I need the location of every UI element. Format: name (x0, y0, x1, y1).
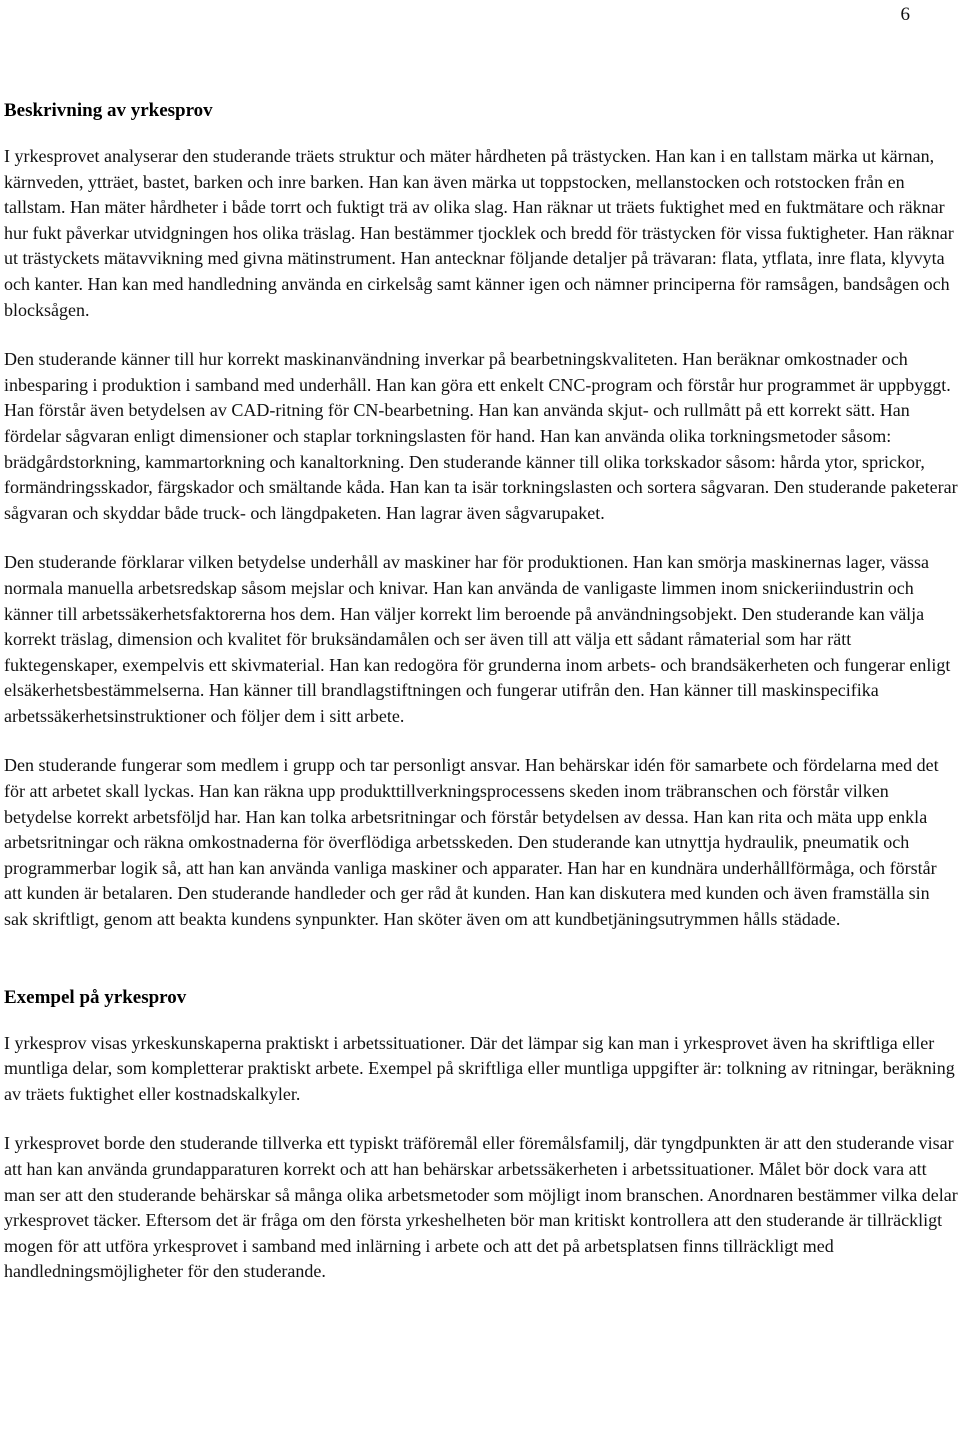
paragraph: Den studerande fungerar som medlem i grupp och tar personligt ansvar. Han behärskar idén för samarbete och fördelarna med det för att arbetet skall lyckas. Han kan räkna upp produkttillverkningsprocessens skeden inom träbranschen och förstår vilken betydelse korrekt arbetsföljd har. Han kan tolka arbetsritningar och förstår betydelsen av dessa. Han kan rita och mäta upp enkla arbetsritningar och räkna omkostnaderna för överflödiga arbetsskeden. Den studerande kan utnyttja hydraulik, pneumatik och programmerbar logik så, att han kan använda vanliga maskiner och apparater. Han har en kundnära underhållförmåga, och förstår att kunden är betalaren. Den studerande handleder och ger råd åt kunden. Han kan diskutera med kunden och även framställa sin sak skriftligt, genom att beakta kundens synpunkter. Han sköter även om att kundbetjäningsutrymmen hålls städade. (4, 755, 939, 930)
page-number: 6 (900, 4, 910, 25)
paragraph: I yrkesprovet borde den studerande tillverka ett typiskt träföremål eller föremålsfamilj, där tyngdpunkten är att den studerande visar att han kan använda grundapparaturen korrekt och att han behärskar arbetssäkerheten i arbetssituationer. Målet bör dock vara att man ser att den studerande behärskar så många olika arbetsmetoder som möjligt inom branschen. Anordnaren bestämmer vilka delar yrkesprovet täcker. Eftersom det är fråga om den första yrkeshelheten bör man kritiskt kontrollera att den studerande är tillräckligt mogen för att utföra yrkesprovet i samband med inlärning i arbete och att det på arbetsplatsen finns tillräckligt med handledningsmöjligheter för den studerande. (4, 1133, 958, 1282)
paragraph: I yrkesprov visas yrkeskunskaperna praktiskt i arbetssituationer. Där det lämpar sig kan man i yrkesprovet även ha skriftliga eller muntliga delar, som kompletterar praktiskt arbete. Exempel på skriftliga eller muntliga uppgifter är: tolkning av ritningar, beräkning av träets fuktighet eller kostnadskalkyler. (4, 1032, 955, 1104)
section-heading: Beskrivning av yrkesprov (4, 100, 213, 121)
section-heading: Exempel på yrkesprov (4, 986, 187, 1008)
paragraph: Den studerande förklarar vilken betydelse underhåll av maskiner har för produktionen. Han kan smörja maskinernas lager, vässa normala manuella arbetsredskap såsom mejslar och knivar. Han kan använda de vanligaste limmen inom snickeriindustrin och känner till arbetssäkerhetsfaktorerna hos dem. Han väljer korrekt lim beroende på användningsobjekt. Den studerande kan välja korrekt träslag, dimension och kvalitet för bruksändamålen och ser även till att välja ett sådant råmaterial som har rätt fuktegenskaper, exempelvis ett skivmaterial. Han kan redogöra för grunderna inom arbets- och brandsäkerheten och fungerar enligt elsäkerhetsbestämmelserna. Han känner till brandlagstiftningen och fungerar utifrån den. Han känner till maskinspecifika arbetssäkerhetsinstruktioner och följer dem i sitt arbete. (4, 552, 951, 726)
paragraph: Den studerande känner till hur korrekt maskinanvändning inverkar på bearbetningskvaliteten. Han beräknar omkostnader och inbesparing i produktion i samband med underhåll. Han kan göra ett enkelt CNC-program och förstår hur programmet är uppbyggt. Han förstår även betydelsen av CAD-ritning för CN-bearbetning. Han kan använda skjut- och rullmått på ett korrekt sätt. Han fördelar sågvaran enligt dimensioner och staplar torkningslasten för hand. Han kan använda olika torkningsmetoder såsom: brädgårdstorkning, kammartorkning och kanaltorkning. Den studerande känner till olika torkskador såsom: hårda ytor, sprickor, formändringsskador, färgskador och smältande kåda. Han kan ta isär torkningslasten och sortera sågvaran. Den studerande paketerar sågvaran och skyddar både truck- och längdpaketen. Han lagrar även sågvarupaket. (4, 349, 958, 523)
section-exempel (4, 985, 958, 1285)
section-beskrivning (4, 98, 958, 933)
paragraph: I yrkesprovet analyserar den studerande träets struktur och mäter hårdheten på trästycken. Han kan i en tallstam märka ut kärnan, kärnveden, ytträet, bastet, barken och inre barken. Han kan även märka ut toppstocken, mellanstocken och rotstocken från en tallstam. Han mäter hårdheter i både torrt och fuktigt trä av olika slag. Han räknar ut träets fuktighet med en fuktmätare och räknar hur fukt påverkar utvidgningen hos olika träslag. Han bestämmer tjocklek och bredd för trästycken för vissa fuktigheter. Han räknar ut trästyckets mätavvikning med givna mätinstrument. Han antecknar följande detaljer på trävaran: flata, ytflata, inre flata, klyvyta och kanter. Han kan med handledning använda en cirkelsåg samt känner igen och nämner principerna för ramsågen, bandsågen och blocksågen. (4, 146, 954, 320)
document-body (4, 98, 958, 1285)
